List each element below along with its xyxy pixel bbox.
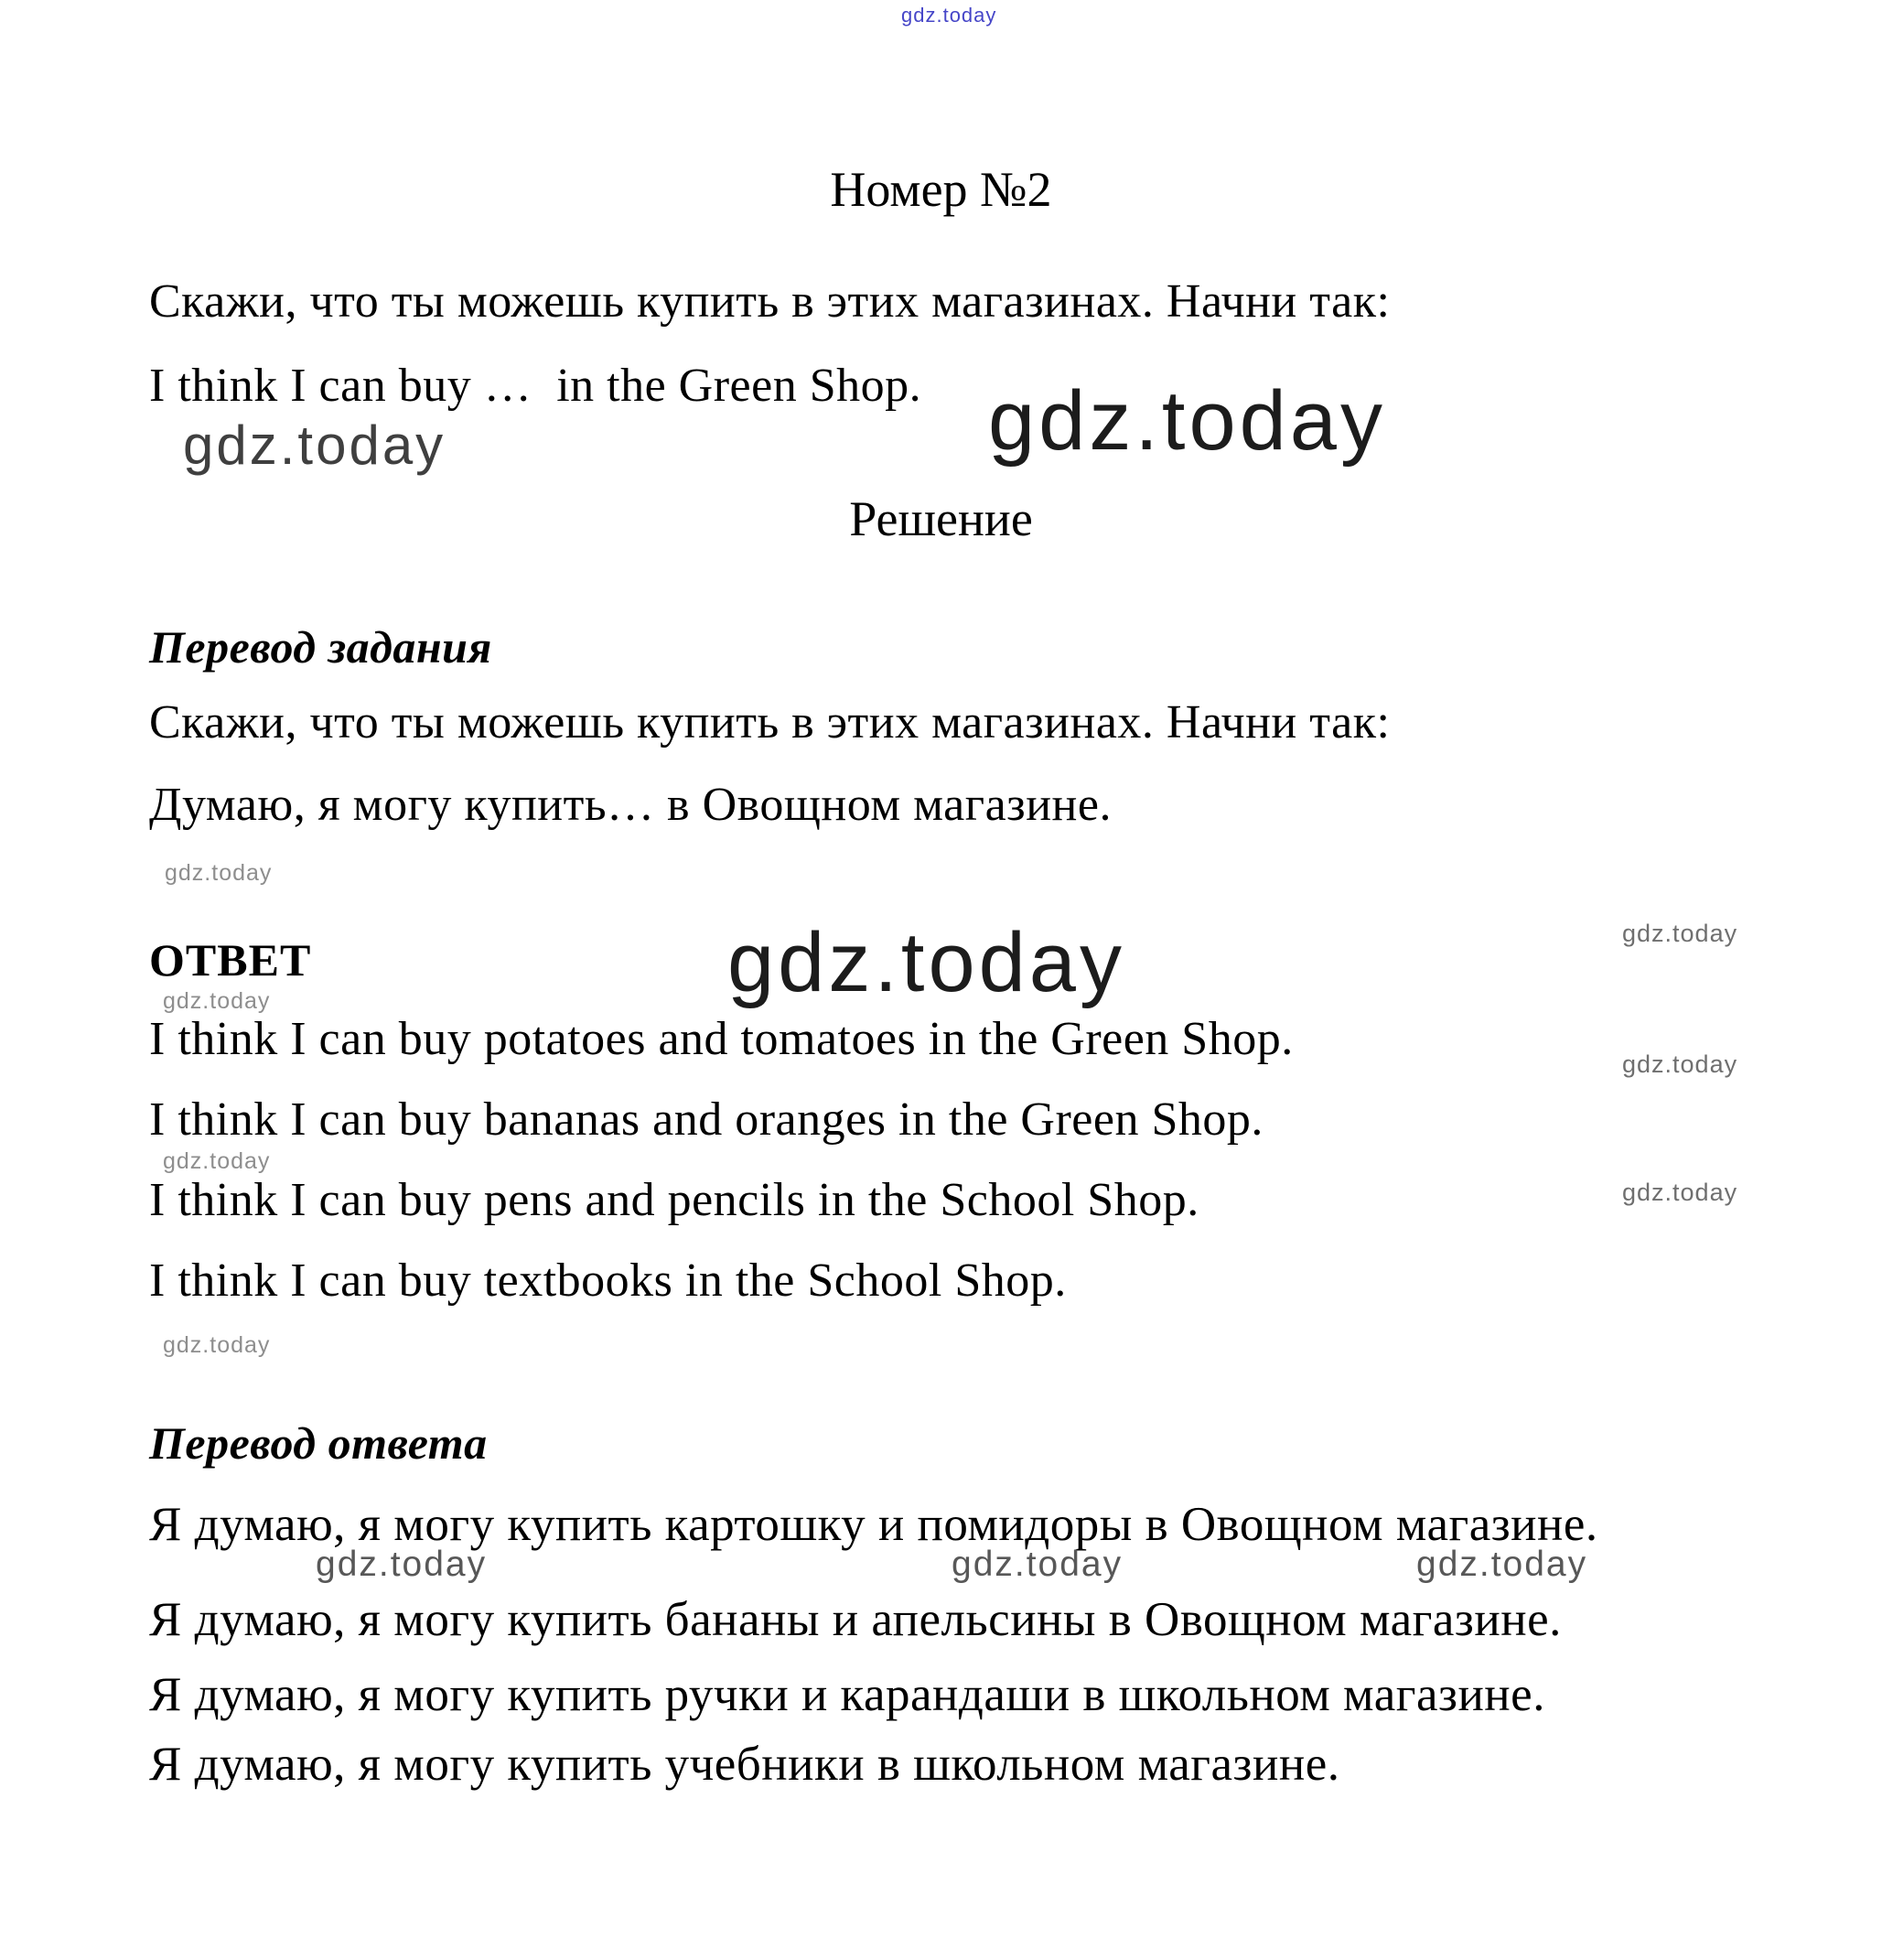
watermark-row-1: gdz.today: [316, 1545, 488, 1584]
translation-answer-line: Я думаю, я могу купить картошку и помидоры в Овощном магазине.: [149, 1498, 1598, 1551]
watermark-small-3: gdz.today: [163, 1148, 271, 1174]
answer-heading: ОТВЕТ: [149, 934, 312, 985]
translation-task-line-2: Думаю, я могу купить… в Овощном магазине.: [149, 779, 1112, 831]
answer-line: I think I can buy bananas and oranges in the Green Shop.: [149, 1093, 1264, 1146]
watermark-small-4: gdz.today: [163, 1332, 271, 1358]
answer-line: I think I can buy textbooks in the School Shop.: [149, 1255, 1067, 1307]
watermark-small-2: gdz.today: [163, 988, 271, 1014]
translation-answer-heading: Перевод ответа: [149, 1417, 488, 1469]
watermark-small-1: gdz.today: [165, 860, 273, 886]
watermark-right-2: gdz.today: [1622, 1050, 1738, 1078]
translation-task-heading: Перевод задания: [149, 621, 492, 673]
answer-line: I think I can buy potatoes and tomatoes in the Green Shop.: [149, 1013, 1294, 1065]
task-line-2: I think I can buy … in the Green Shop.: [149, 360, 922, 412]
translation-answer-line: Я думаю, я могу купить бананы и апельсины в Овощном магазине.: [149, 1593, 1562, 1646]
watermark-task-right-large: gdz.today: [988, 374, 1386, 468]
answer-line: I think I can buy pens and pencils in the School Shop.: [149, 1174, 1199, 1226]
page-title: Номер №2: [830, 162, 1052, 217]
translation-answer-line: Я думаю, я могу купить учебники в школьном магазине.: [149, 1738, 1340, 1791]
watermark-answer-large: gdz.today: [727, 916, 1125, 1009]
task-line-1: Скажи, что ты можешь купить в этих магазинах. Начни так:: [149, 275, 1391, 328]
watermark-top: gdz.today: [901, 4, 997, 27]
watermark-task-left: gdz.today: [183, 415, 446, 476]
watermark-right-3: gdz.today: [1622, 1179, 1738, 1206]
translation-answer-line: Я думаю, я могу купить ручки и карандаши в школьном магазине.: [149, 1668, 1545, 1721]
solution-label: Решение: [849, 491, 1033, 546]
watermark-row-2: gdz.today: [952, 1545, 1124, 1584]
watermark-row-3: gdz.today: [1416, 1545, 1588, 1584]
watermark-right-1: gdz.today: [1622, 920, 1738, 947]
translation-task-line-1: Скажи, что ты можешь купить в этих магазинах. Начни так:: [149, 696, 1391, 748]
